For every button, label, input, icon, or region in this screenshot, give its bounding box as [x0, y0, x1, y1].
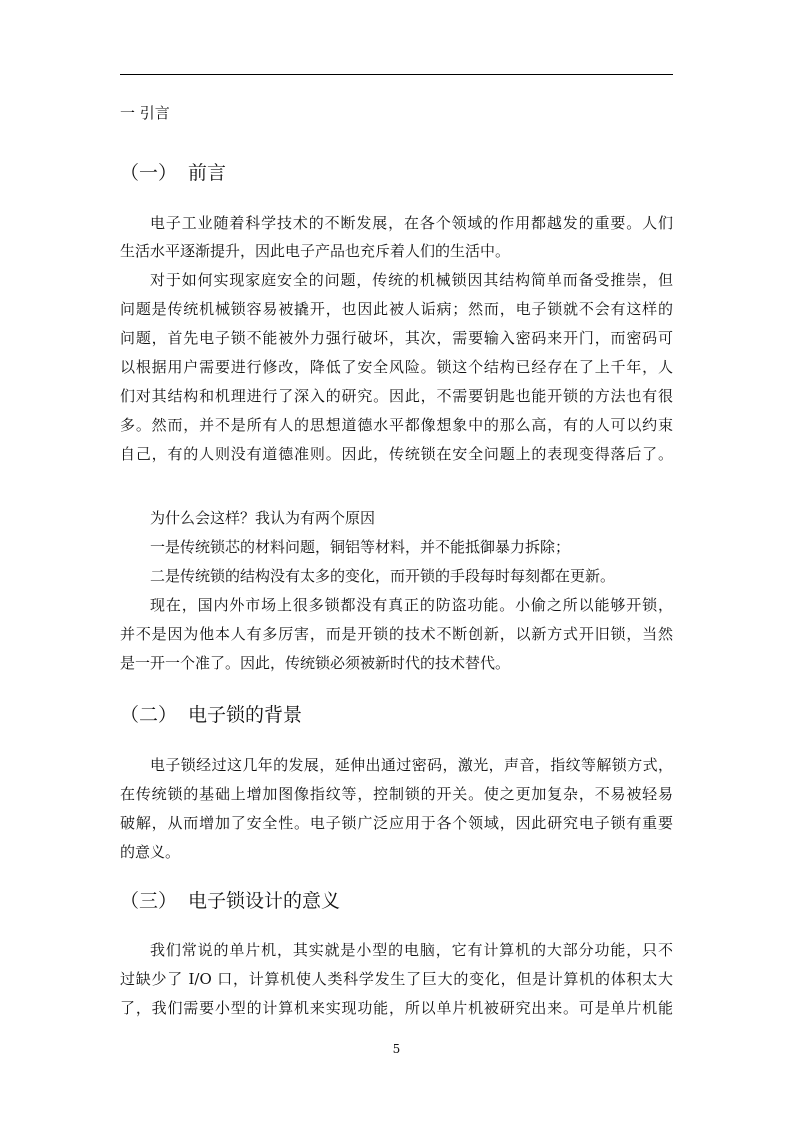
- paragraph-line: 问题，首先电子锁不能被外力强行破坏，其次，需要输入密码来开门，而密码可: [120, 329, 673, 347]
- header-rule: [120, 74, 673, 75]
- section-number: （二）: [120, 704, 178, 726]
- paragraph-line: 并不是因为他本人有多厉害，而是开锁的技术不断创新，以新方式开旧锁，当然: [120, 625, 673, 643]
- section-title: 电子锁的背景: [188, 704, 303, 726]
- paragraph-line: 我们常说的单片机，其实就是小型的电脑，它有计算机的大部分功能，只不: [150, 941, 673, 959]
- paragraph-line: 问题是传统机械锁容易被撬开，也因此被人诟病；然而，电子锁就不会有这样的: [120, 300, 673, 318]
- section-title: 电子锁设计的意义: [188, 890, 341, 912]
- page-number: 5: [392, 1042, 401, 1056]
- paragraph-line: 破解，从而增加了安全性。电子锁广泛应用于各个领域，因此研究电子锁有重要: [120, 814, 673, 832]
- paragraph-line: 以根据用户需要进行修改，降低了安全风险。锁这个结构已经存在了上千年，人: [120, 358, 673, 376]
- paragraph-line: 了，我们需要小型的计算机来实现功能，所以单片机被研究出来。可是单片机能: [120, 999, 673, 1017]
- paragraph-line: 生活水平逐渐提升，因此电子产品也充斥着人们的生活中。: [120, 242, 511, 260]
- paragraph-line: 们对其结构和机理进行了深入的研究。因此，不需要钥匙也能开锁的方法也有很: [120, 387, 673, 405]
- paragraph-line: 对于如何实现家庭安全的问题，传统的机械锁因其结构简单而备受推崇，但: [150, 271, 673, 289]
- paragraph-line: 为什么会这样？我认为有两个原因: [150, 509, 376, 527]
- paragraph-line: 电子工业随着科学技术的不断发展，在各个领域的作用都越发的重要。人们: [150, 214, 673, 232]
- paragraph-line: 一是传统锁芯的材料问题，铜铝等材料，并不能抵御暴力拆除；: [150, 538, 571, 556]
- section-heading-1: [120, 160, 226, 186]
- paragraph-line: 多。然而，并不是所有人的思想道德水平都像想象中的那么高，有的人可以约束: [120, 416, 673, 434]
- section-heading-3: [120, 888, 340, 914]
- paragraph-line: 自己，有的人则没有道德准则。因此，传统锁在安全问题上的表现变得落后了。: [120, 445, 673, 463]
- paragraph-line: 在传统锁的基础上增加图像指纹等，控制锁的开关。使之更加复杂，不易被轻易: [120, 785, 673, 803]
- paragraph-line: 是一开一个准了。因此，传统锁必须被新时代的技术替代。: [120, 654, 511, 672]
- chapter-heading: 一 引言: [120, 104, 170, 122]
- section-heading-2: [120, 702, 302, 728]
- section-number: （三）: [120, 890, 178, 912]
- paragraph-line: 过缺少了 I/O 口，计算机使人类科学发生了巨大的变化，但是计算机的体积太大: [120, 970, 673, 988]
- section-number: （一）: [120, 162, 178, 184]
- paragraph-line: 电子锁经过这几年的发展，延伸出通过密码，激光，声音，指纹等解锁方式，: [150, 756, 673, 774]
- section-title: 前言: [188, 162, 227, 184]
- paragraph-line: 现在，国内外市场上很多锁都没有真正的防盗功能。小偷之所以能够开锁，: [150, 596, 673, 614]
- paragraph-line: 的意义。: [120, 843, 181, 861]
- paragraph-line: 二是传统锁的结构没有太多的变化，而开锁的手段每时每刻都在更新。: [150, 567, 616, 585]
